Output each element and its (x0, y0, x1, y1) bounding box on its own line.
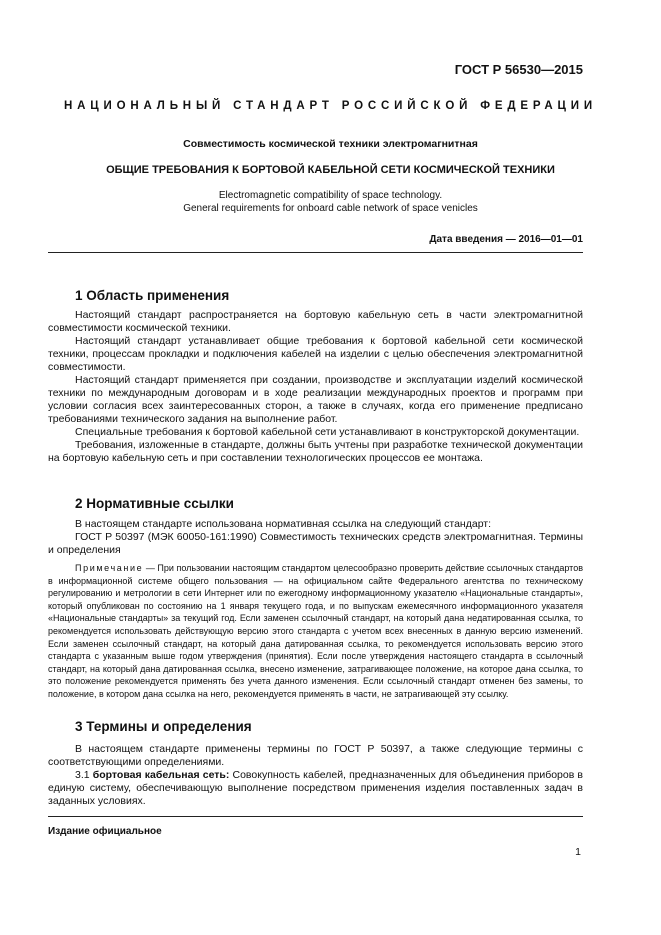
paragraph: В настоящем стандарте применены термины по ГОСТ Р 50397, а также следующие термины с соответствующими определениями. (48, 743, 583, 768)
edition-label: Издание официальное (48, 826, 162, 837)
paragraph: Специальные требования к бортовой кабельной сети устанавливают в конструкторской документации. (75, 426, 580, 438)
term-text: Совокупность кабелей, предназначенных для объединения приборов в единую систему, обеспечивающую выполнение посредством применения изделия поставленных задач в заданных условиях. (48, 769, 584, 807)
note-label: Примечание (75, 563, 144, 573)
note-text: — При пользовании настоящим стандартом целесообразно проверить действие ссылочных стандартов в информационной системе общего пользования — на официальном сайте Федерального агентства по техническому регулированию и метрологии в сети Интернет или по ежегодному информационному указателю «Национальные стандарты», который опубликован по состоянию на 1 января текущего года, и по выпускам ежемесячного информационного указателя «Национальные стандарты» за текущий год. Если заменен ссылочный стандарт, на который дана недатированная ссылка, то рекомендуется использовать действующую версию этого стандарта с учетом всех внесенных в данную версию изменений. Если заменен ссылочный стандарт, на который дана датированная ссылка, то рекомендуется использовать версию этого стандарта с указанным выше годом утверждения (принятия). Если после утверждения настоящего стандарта в ссылочный стандарт, на который дана датированная ссылка, внесено изменение, затрагивающее положение, на которое дана ссылка, то это положение рекомендуется применять без учета данного изменения. Если ссылочный стандарт отменен без замены, то положение, в котором дана ссылка на него, рекомендуется применять в части, не затрагивающей эту ссылку. (48, 563, 583, 699)
paragraph: ГОСТ Р 50397 (МЭК 60050-161:1990) Совместимость технических средств электромагнитная. Термины и определения (48, 531, 583, 556)
english-title-line: General requirements for onboard cable network of space venicles (183, 203, 478, 214)
paragraph: Настоящий стандарт применяется при создании, производстве и эксплуатации изделий космической техники по международным договорам и в ходе реализации международных проектов и программ при условии согласия всех заинтересованных сторон, а также в случаях, когда его применение предписано требованиями технического задания на выполнение работ. (48, 374, 583, 425)
section-heading-scope: 1 Область применения (75, 288, 230, 303)
section-scope-body (48, 309, 583, 465)
section-terms-body (48, 743, 583, 808)
paragraph: Требования, изложенные в стандарте, должны быть учтены при разработке технической документации на бортовую кабельную сеть и при составлении технологических процессов ее монтажа. (48, 439, 583, 464)
introduction-date: Дата введения — 2016—01—01 (429, 234, 583, 245)
section-references-body (48, 518, 583, 557)
paragraph: В настоящем стандарте использована нормативная ссылка на следующий стандарт: (75, 518, 492, 530)
term-name: бортовая кабельная сеть: (92, 769, 230, 781)
page-number: 1 (575, 846, 581, 858)
divider (48, 252, 583, 253)
section-heading-references: 2 Нормативные ссылки (75, 496, 234, 511)
document-main-title: ОБЩИЕ ТРЕБОВАНИЯ К БОРТОВОЙ КАБЕЛЬНОЙ СЕТИ КОСМИЧЕСКОЙ ТЕХНИКИ (106, 164, 555, 176)
paragraph: Настоящий стандарт распространяется на бортовую кабельную сеть в части электромагнитной совместимости космической техники. (48, 309, 583, 334)
term-number: 3.1 (75, 769, 93, 781)
term-definition (48, 769, 583, 808)
section-heading-terms: 3 Термины и определения (75, 719, 252, 734)
paragraph: Настоящий стандарт устанавливает общие требования к бортовой кабельной сети космической техники, процессам прокладки и подключения кабелей на изделии с целью обеспечения электромагнитной совместимости. (48, 335, 583, 373)
divider (48, 816, 583, 817)
national-standard-banner: НАЦИОНАЛЬНЫЙ СТАНДАРТ РОССИЙСКОЙ ФЕДЕРАЦИИ (64, 100, 597, 112)
note (48, 562, 583, 701)
document-series-title: Совместимость космической техники электромагнитная (183, 138, 478, 150)
english-title-line: Electromagnetic compatibility of space technology. (218, 190, 443, 201)
document-english-title (60, 189, 601, 215)
document-number: ГОСТ Р 56530—2015 (454, 62, 583, 77)
